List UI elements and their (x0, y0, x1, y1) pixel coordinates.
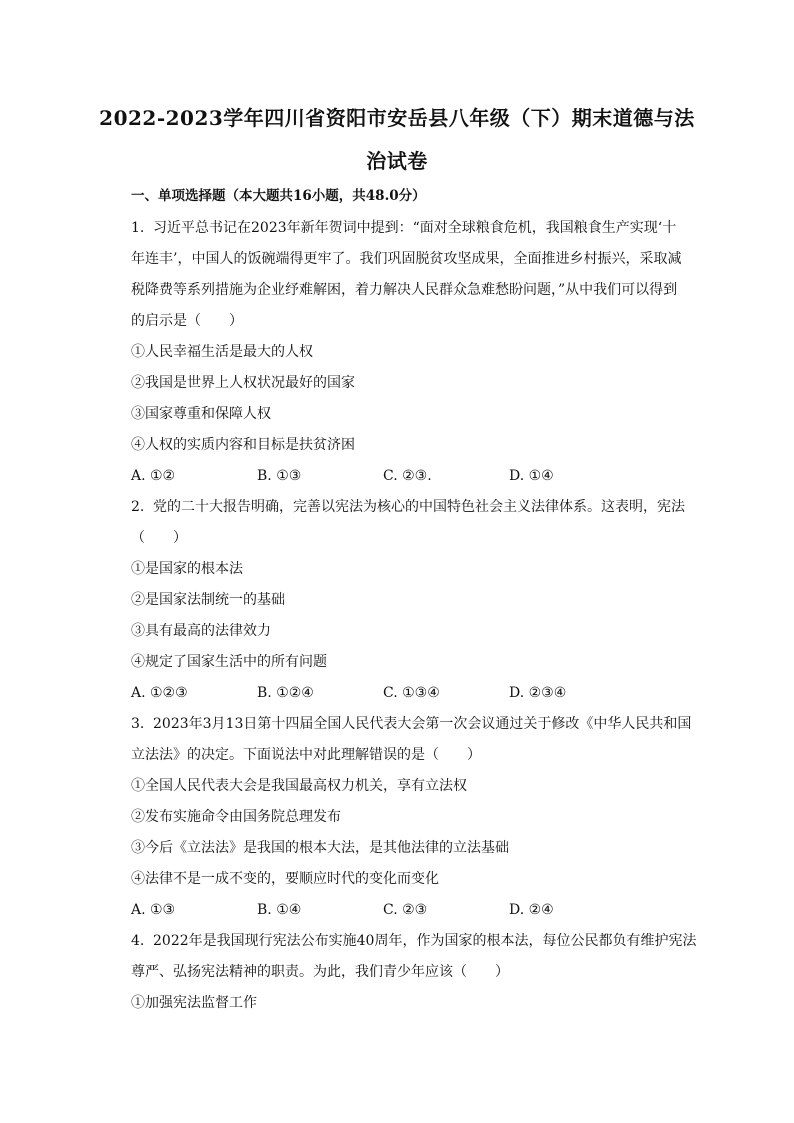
exam-title-line1: 2022-2023学年四川省资阳市安岳县八年级（下）期末道德与法 (99, 106, 695, 130)
section-heading: 一、单项选择题（本大题共16小题，共48.0分） (131, 188, 426, 204)
question-1-option-c: C. ②③. (383, 468, 432, 484)
question-3-option-d: D. ②④ (509, 902, 554, 918)
question-1-statement-4: ④人权的实质内容和目标是扶贫济困 (131, 437, 355, 453)
question-1-line-1 (131, 218, 676, 238)
question-3-statement-4: ④法律不是一成不变的，要顺应时代的变化而变化 (131, 871, 439, 887)
question-1-line-2: 年连丰’，中国人的饭碗端得更牢了。我们巩固脱贫攻坚成果，全面推进乡村振兴，采取减 (131, 251, 682, 267)
question-1-option-b: B. ①③ (257, 468, 302, 484)
question-4-text: 2022年是我国现行宪法公布实施40周年，作为国家的根本法，每位公民都负有维护宪法 (153, 933, 697, 949)
question-3-option-a: A. ①③ (131, 902, 176, 918)
question-4-line-2: 尊严、弘扬宪法精神的职责。为此，我们青少年应该（ ） (131, 964, 509, 980)
question-2-statement-1: ①是国家的根本法 (131, 561, 243, 577)
question-1-option-d: D. ①④ (509, 468, 554, 484)
question-2-text: 党的二十大报告明确，完善以宪法为核心的中国特色社会主义法律体系。这表明，宪法 (153, 499, 685, 515)
question-1-option-a: A. ①② (131, 468, 176, 484)
question-3-number: 3. (131, 716, 145, 732)
question-2-option-b: B. ①②④ (257, 685, 314, 701)
question-2-statement-2: ②是国家法制统一的基础 (131, 592, 285, 608)
question-4-line-1 (131, 931, 696, 951)
question-2-statement-4: ④规定了国家生活中的所有问题 (131, 654, 327, 670)
question-3-statement-3: ③今后《立法法》是我国的根本大法，是其他法律的立法基础 (131, 840, 509, 856)
question-2-number: 2. (131, 499, 145, 515)
question-1-line-4: 的启示是（ ） (131, 313, 243, 329)
question-1-line-3: 税降费等系列措施为企业纾难解困，着力解决人民群众急难愁盼问题，”从中我们可以得到 (131, 282, 678, 298)
question-2-line-1 (131, 497, 685, 517)
question-3-option-b: B. ①④ (257, 902, 302, 918)
question-4-statement-1: ①加强宪法监督工作 (131, 995, 257, 1011)
question-3-line-1 (131, 714, 691, 734)
question-2-line-2: （ ） (131, 530, 187, 546)
question-1-text: 习近平总书记在2023年新年贺词中提到：“面对全球粮食危机，我国粮食生产实现‘十 (153, 220, 677, 236)
question-3-option-c: C. ②③ (383, 902, 428, 918)
question-1-statement-3: ③国家尊重和保障人权 (131, 406, 271, 422)
question-3-statement-2: ②发布实施命令由国务院总理发布 (131, 809, 341, 825)
question-1-statement-1: ①人民幸福生活是最大的人权 (131, 344, 313, 360)
question-1-statement-2: ②我国是世界上人权状况最好的国家 (131, 375, 355, 391)
question-2-option-c: C. ①③④ (383, 685, 440, 701)
question-3-statement-1: ①全国人民代表大会是我国最高权力机关，享有立法权 (131, 778, 467, 794)
question-2-option-d: D. ②③④ (509, 685, 567, 701)
exam-title-line2: 治试卷 (366, 149, 428, 173)
question-2-statement-3: ③具有最高的法律效力 (131, 623, 271, 639)
question-3-text: 2023年3月13日第十四届全国人民代表大会第一次会议通过关于修改《中华人民共和国 (153, 716, 692, 732)
question-3-line-2: 立法法》的决定。下面说法中对此理解错误的是（ ） (131, 747, 481, 763)
question-4-number: 4. (131, 933, 145, 949)
question-2-option-a: A. ①②③ (131, 685, 188, 701)
question-1-number: 1. (131, 220, 145, 236)
